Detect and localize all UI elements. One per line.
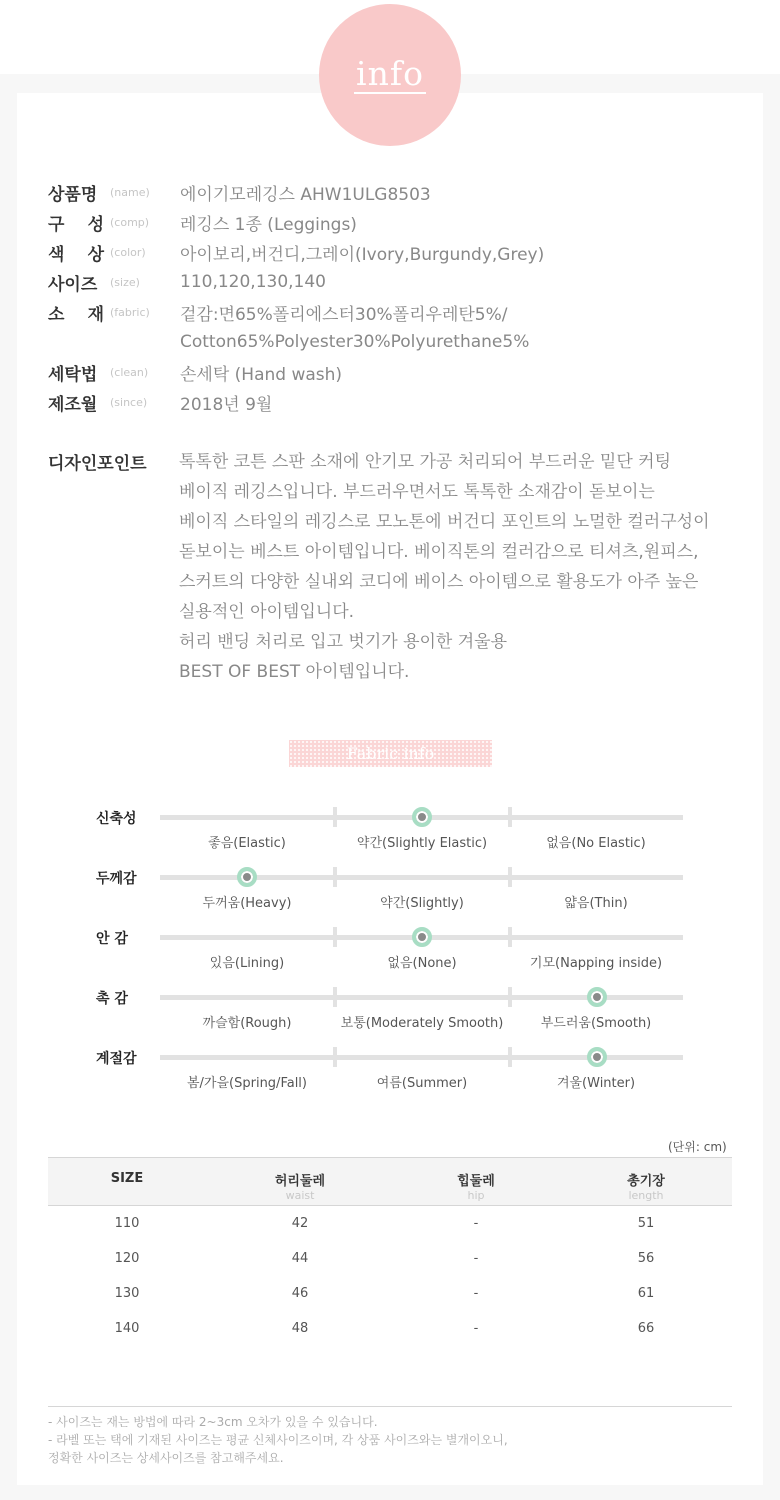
fabric-scale-marker bbox=[412, 807, 432, 827]
info-row bbox=[48, 237, 544, 267]
fabric-scale-marker bbox=[412, 927, 432, 947]
info-value: 아이보리,버건디,그레이(Ivory,Burgundy,Grey) bbox=[180, 244, 545, 265]
unit-label: (단위: cm) bbox=[668, 1140, 727, 1154]
fabric-scale-option: 여름(Summer) bbox=[376, 1076, 468, 1091]
info-row bbox=[48, 357, 342, 387]
info-value: 2018년 9월 bbox=[180, 394, 273, 415]
table-header-label: SIZE bbox=[110, 1171, 144, 1186]
fabric-scale-option: 약간(Slightly Elastic) bbox=[356, 836, 488, 851]
table-cell: 56 bbox=[637, 1251, 655, 1266]
fabric-scale-label: 두께감 bbox=[96, 871, 137, 887]
info-row bbox=[48, 297, 507, 327]
fabric-scale-option: 약간(Slightly) bbox=[380, 896, 464, 911]
table-header-label: 힙둘레 bbox=[457, 1174, 495, 1189]
info-key: 사이즈 bbox=[48, 274, 98, 295]
table-header-cell bbox=[416, 1170, 536, 1202]
fabric-scale-tick bbox=[333, 807, 337, 827]
info-row bbox=[48, 267, 326, 297]
fabric-scale-option: 보통(Moderately Smooth) bbox=[340, 1016, 504, 1031]
table-cell: 48 bbox=[291, 1321, 309, 1336]
size-note: - 라벨 또는 택에 기재된 사이즈는 평균 신체사이즈이며, 각 상품 사이즈와는 별개이오니, bbox=[48, 1433, 508, 1447]
table-cell: - bbox=[473, 1251, 479, 1266]
design-line: 베이직 레깅스입니다. 부드러우면서도 톡톡한 소재감이 돋보이는 bbox=[179, 482, 655, 502]
info-key-english: (clean) bbox=[110, 365, 149, 379]
fabric-scale-label: 계절감 bbox=[96, 1051, 137, 1067]
table-bottom-divider bbox=[48, 1406, 732, 1407]
table-header-cell bbox=[240, 1170, 360, 1202]
fabric-scale-option: 없음(None) bbox=[387, 956, 457, 971]
table-cell: - bbox=[473, 1286, 479, 1301]
table-cell: - bbox=[473, 1321, 479, 1336]
info-key-english: (comp) bbox=[110, 215, 150, 229]
design-line: 스커트의 다양한 실내외 코디에 베이스 아이템으로 활용도가 아주 높은 bbox=[179, 572, 699, 592]
info-key-english: (size) bbox=[110, 275, 140, 289]
info-key: 제조월 bbox=[48, 394, 98, 415]
info-key-english: (since) bbox=[110, 395, 148, 409]
table-cell: 66 bbox=[637, 1321, 655, 1336]
design-line: 톡톡한 코튼 스판 소재에 안기모 가공 처리되어 부드러운 밑단 커팅 bbox=[179, 452, 672, 472]
fabric-scale-option: 겨울(Winter) bbox=[556, 1076, 636, 1091]
info-key: 구 성 bbox=[48, 214, 104, 235]
fabric-scale-option: 있음(Lining) bbox=[209, 956, 285, 971]
info-value: 겉감:면65%폴리에스터30%폴리우레탄5%/ bbox=[180, 304, 508, 325]
fabric-scale-option: 부드러움(Smooth) bbox=[540, 1016, 652, 1031]
info-badge bbox=[319, 4, 461, 146]
table-cell: 110 bbox=[114, 1216, 140, 1231]
info-row bbox=[48, 207, 357, 237]
info-key: 소 재 bbox=[48, 304, 104, 325]
design-line: BEST OF BEST 아이템입니다. bbox=[179, 662, 410, 682]
fabric-scale-tick bbox=[508, 807, 512, 827]
fabric-scale-tick bbox=[333, 927, 337, 947]
table-cell: 130 bbox=[114, 1286, 140, 1301]
info-row bbox=[48, 327, 529, 357]
info-key-english: (color) bbox=[110, 245, 146, 259]
design-point-label: 디자인포인트 bbox=[48, 454, 147, 474]
table-cell: 61 bbox=[637, 1286, 655, 1301]
info-value: 레깅스 1종 (Leggings) bbox=[180, 214, 357, 235]
fabric-scale-option: 봄/가을(Spring/Fall) bbox=[186, 1076, 307, 1091]
size-note: - 사이즈는 재는 방법에 따라 2~3cm 오차가 있을 수 있습니다. bbox=[48, 1415, 378, 1429]
table-header-sublabel: length bbox=[628, 1189, 664, 1202]
info-key: 상품명 bbox=[48, 184, 98, 205]
design-point-text bbox=[179, 447, 769, 687]
info-value: 손세탁 (Hand wash) bbox=[180, 364, 343, 385]
design-line: 베이직 스타일의 레깅스로 모노톤에 버건디 포인트의 노멀한 컬러구성이 bbox=[179, 512, 710, 532]
fabric-scale-option: 기모(Napping inside) bbox=[529, 956, 663, 971]
fabric-scale-label: 신축성 bbox=[96, 811, 137, 827]
info-key: 색 상 bbox=[48, 244, 104, 265]
fabric-scale-tick bbox=[508, 987, 512, 1007]
fabric-scale-option: 좋음(Elastic) bbox=[208, 836, 286, 851]
info-key: 세탁법 bbox=[48, 364, 98, 385]
fabric-scale-tick bbox=[333, 1047, 337, 1067]
table-header-label: 총기장 bbox=[627, 1174, 665, 1189]
fabric-scale-marker bbox=[237, 867, 257, 887]
info-key-english: (name) bbox=[110, 185, 150, 199]
info-row bbox=[48, 177, 431, 207]
fabric-scale-option: 두꺼움(Heavy) bbox=[202, 896, 292, 911]
size-note: 정확한 사이즈는 상세사이즈를 참고해주세요. bbox=[48, 1451, 284, 1465]
fabric-scale-tick bbox=[333, 987, 337, 1007]
info-row bbox=[48, 387, 272, 417]
info-value: 110,120,130,140 bbox=[180, 272, 327, 292]
info-value: 에이기모레깅스 AHW1ULG8503 bbox=[180, 184, 431, 205]
fabric-scale-label: 안 감 bbox=[96, 931, 128, 947]
table-header-cell bbox=[67, 1171, 187, 1186]
table-header-sublabel: waist bbox=[285, 1189, 315, 1202]
fabric-scale-marker bbox=[587, 987, 607, 1007]
design-line: 돋보이는 베스트 아이템입니다. 베이직톤의 컬러감으로 티셔츠,원피스, bbox=[179, 542, 699, 562]
design-line: 허리 밴딩 처리로 입고 벗기가 용이한 겨울용 bbox=[179, 632, 508, 652]
table-cell: - bbox=[473, 1216, 479, 1231]
fabric-scale-tick bbox=[508, 1047, 512, 1067]
fabric-scale-tick bbox=[508, 927, 512, 947]
info-value: Cotton65%Polyester30%Polyurethane5% bbox=[180, 332, 530, 352]
design-line: 실용적인 아이템입니다. bbox=[179, 602, 355, 622]
fabric-scale-label: 촉 감 bbox=[96, 991, 128, 1007]
table-header-cell bbox=[586, 1170, 706, 1202]
table-header-label: 허리둘레 bbox=[274, 1174, 326, 1189]
fabric-info-title: Fabric info bbox=[289, 740, 492, 767]
fabric-scale-tick bbox=[333, 867, 337, 887]
info-key-english: (fabric) bbox=[110, 305, 150, 319]
table-cell: 44 bbox=[291, 1251, 309, 1266]
table-cell: 46 bbox=[291, 1286, 309, 1301]
fabric-scale-tick bbox=[508, 867, 512, 887]
fabric-scale-option: 얇음(Thin) bbox=[564, 896, 628, 911]
table-cell: 120 bbox=[114, 1251, 140, 1266]
table-cell: 42 bbox=[291, 1216, 309, 1231]
fabric-scale-option: 까슬함(Rough) bbox=[202, 1016, 292, 1031]
table-header-sublabel: hip bbox=[467, 1189, 485, 1202]
info-badge-label: info bbox=[356, 54, 424, 93]
table-cell: 51 bbox=[637, 1216, 655, 1231]
table-cell: 140 bbox=[114, 1321, 140, 1336]
fabric-scale-marker bbox=[587, 1047, 607, 1067]
fabric-scale-option: 없음(No Elastic) bbox=[546, 836, 646, 851]
